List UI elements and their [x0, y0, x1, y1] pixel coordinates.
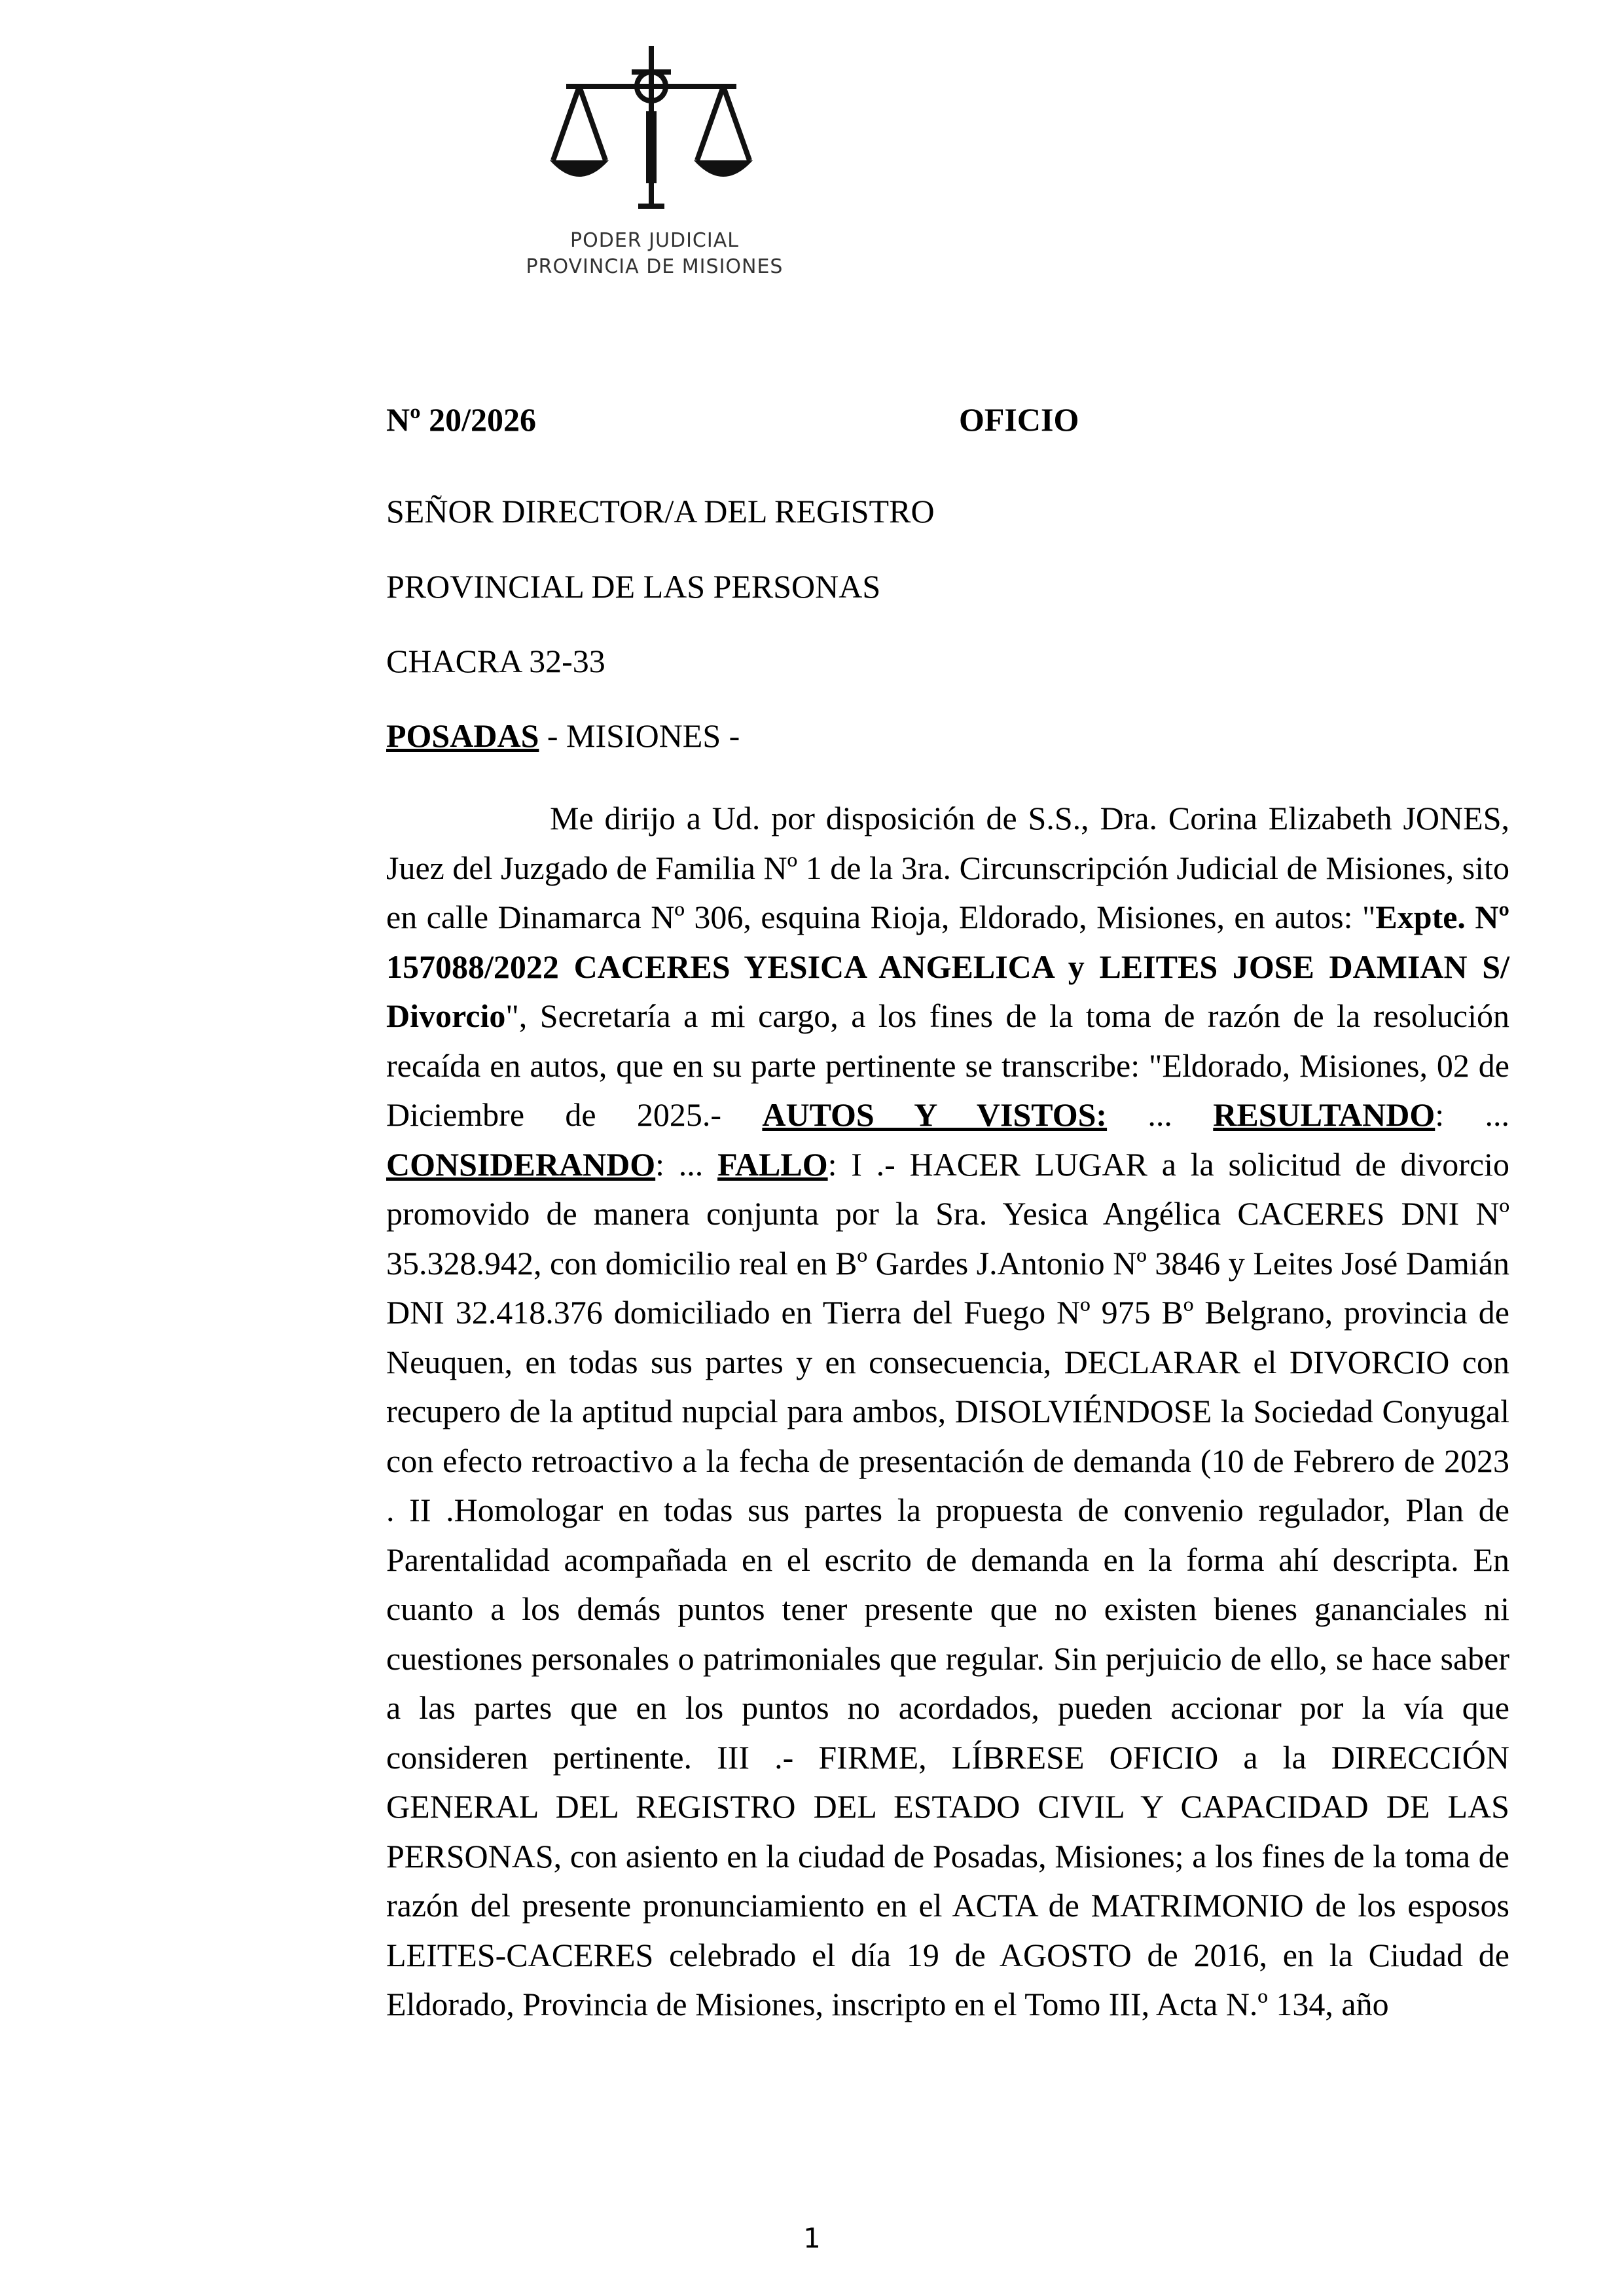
logo-subtitle: PROVINCIA DE MISIONES	[526, 255, 784, 278]
heading-resultando: RESULTANDO	[1213, 1096, 1435, 1133]
ruling-text: : I .- HACER LUGAR a la solicitud de divorcio promovido de manera conjunta por la Sra. Yesica Angélica CACERES DNI Nº 35.328.942, con domicilio real en Bº Gardes J.Antonio Nº 3846 y Leites José Damián DNI 32.418.376 domiciliado en Tierra del Fuego Nº 975 Bº Belgrano, provincia de Neuquen, en todas sus partes y en consecuencia, DECLARAR el DIVORCIO con recupero de la aptitud nupcial para ambos, DISOLVIÉNDOSE la Sociedad Conyugal con efecto retroactivo a la fecha de presentación de demanda (10 de Febrero de 2023 . II .Homologar en todas sus partes la propuesta de convenio regulador, Plan de Parentalidad acompañada en el escrito de demanda en la forma ahí descripta. En cuanto a los demás puntos tener presente que no existen bienes gananciales ni cuestiones personales o patrimoniales que regular. Sin perjuicio de ello, se hace saber a las partes que en los puntos no acordados, pueden accionar por la vía que consideren pertinente. III .- FIRME, LÍBRESE OFICIO a la DIRECCIÓN GENERAL DEL REGISTRO DEL ESTADO CIVIL Y CAPACIDAD DE LAS PERSONAS, con asiento en la ciudad de Posadas, Misiones; a los fines de la toma de razón del presente pronunciamiento en el ACTA de MATRIMONIO de los esposos LEITES-CACERES celebrado el día 19 de AGOSTO de 2016, en la Ciudad de Eldorado, Provincia de Misiones, inscripto en el Tomo III, Acta N.º 134, año	[386, 1145, 1509, 2022]
heading-fallo: FALLO	[717, 1145, 828, 1183]
address-line-3: CHACRA 32-33	[386, 643, 605, 679]
logo-title: PODER JUDICIAL	[570, 229, 739, 252]
page-number: 1	[803, 2222, 821, 2254]
address-city-line	[386, 717, 740, 755]
address-city: POSADAS	[386, 717, 539, 754]
ellipsis-2: : ...	[1435, 1096, 1509, 1133]
address-line-1: SEÑOR DIRECTOR/A DEL REGISTRO	[386, 493, 935, 529]
case-title: Expte. Nº 157088/2022 CACERES YESICA ANGELICA y LEITES JOSE DAMIAN S/ Divorcio	[386, 899, 1509, 1034]
ellipsis-1: ...	[1107, 1096, 1214, 1133]
heading-considerando: CONSIDERANDO	[386, 1145, 656, 1183]
body-intro: Me dirijo a Ud. por disposición de S.S., Dra. Corina Elizabeth JONES, Juez del Juzgado de Familia Nº 1 de la 3ra. Circunscripción Judicial de Misiones, sito en calle Dinamarca Nº 306, esquina Rioja, Eldorado, Misiones, en autos: "	[386, 800, 1509, 935]
ellipsis-3: : ...	[655, 1145, 718, 1183]
address-line-2: PROVINCIAL DE LAS PERSONAS	[386, 568, 881, 605]
letter-body	[386, 794, 1509, 2030]
document-type: OFICIO	[959, 401, 1079, 438]
heading-autos-y-vistos: AUTOS Y VISTOS:	[762, 1096, 1108, 1133]
body-transcription-intro: ", Secretaría a mi cargo, a los fines de la toma de razón de la resolución recaída en autos, que en su parte pertinente se transcribe: "Eldorado, Misiones, 02 de Diciembre de 2025.-	[386, 997, 1509, 1133]
scales-of-justice-icon	[540, 39, 763, 236]
address-province: - MISIONES -	[539, 717, 740, 754]
document-number: Nº 20/2026	[386, 401, 537, 438]
court-logo	[517, 39, 792, 288]
